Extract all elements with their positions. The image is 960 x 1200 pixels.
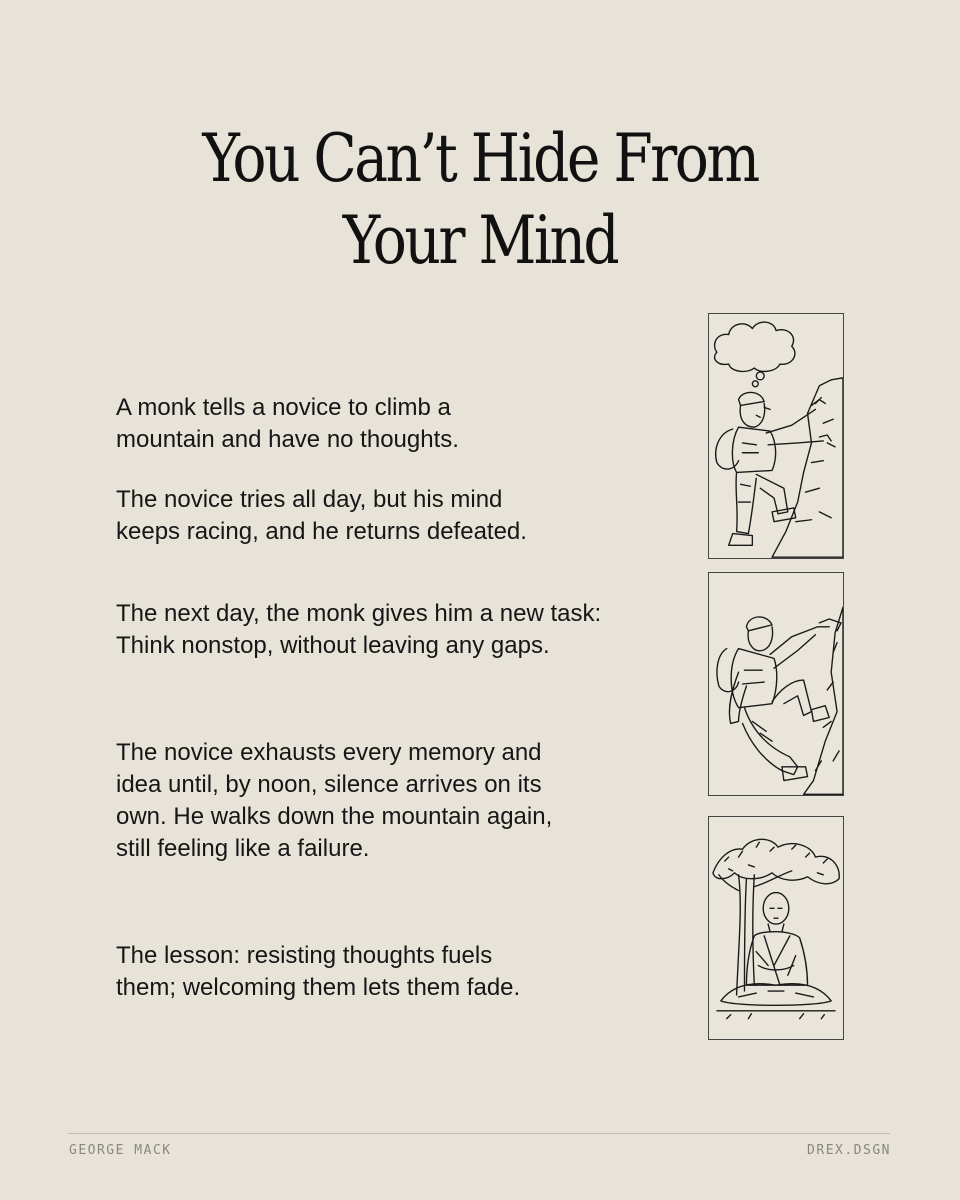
paragraph-line: The next day, the monk gives him a new task: [116,600,602,627]
paragraph-line: own. He walks down the mountain again, [116,803,553,830]
paragraph-line: still feeling like a failure. [116,835,370,862]
paragraph-5 [116,940,676,1004]
footer-author: GEORGE MACK [69,1143,172,1158]
paragraph-line: Think nonstop, without leaving any gaps. [116,632,550,659]
paragraph-line: The novice tries all day, but his mind [116,486,503,513]
paragraph-line: idea until, by noon, silence arrives on its [116,771,542,798]
paragraph-line: keeps racing, and he returns defeated. [116,518,527,545]
page-title [67,118,893,282]
paragraph-line: mountain and have no thoughts. [116,426,459,453]
paragraph-1 [116,392,676,456]
footer-divider [68,1133,890,1134]
climber-icon [709,573,843,795]
paragraph-4 [116,737,676,865]
paragraph-3 [116,598,676,662]
paragraph-2 [116,484,676,548]
paragraph-line: The lesson: resisting thoughts fuels [116,942,493,969]
title-line-2: Your Mind [342,202,618,279]
climber-thought-cloud-icon [709,314,843,558]
paragraph-line: The novice exhausts every memory and [116,739,542,766]
climber-thought-cloud-panel [708,313,844,559]
meditating-monk-icon [709,817,843,1039]
footer-brand: DREX.DSGN [807,1143,891,1158]
climber-panel [708,572,844,796]
title-line-1: You Can’t Hide From [202,120,758,197]
paragraph-line: A monk tells a novice to climb a [116,394,451,421]
meditating-monk-panel [708,816,844,1040]
paragraph-line: them; welcoming them lets them fade. [116,974,521,1001]
